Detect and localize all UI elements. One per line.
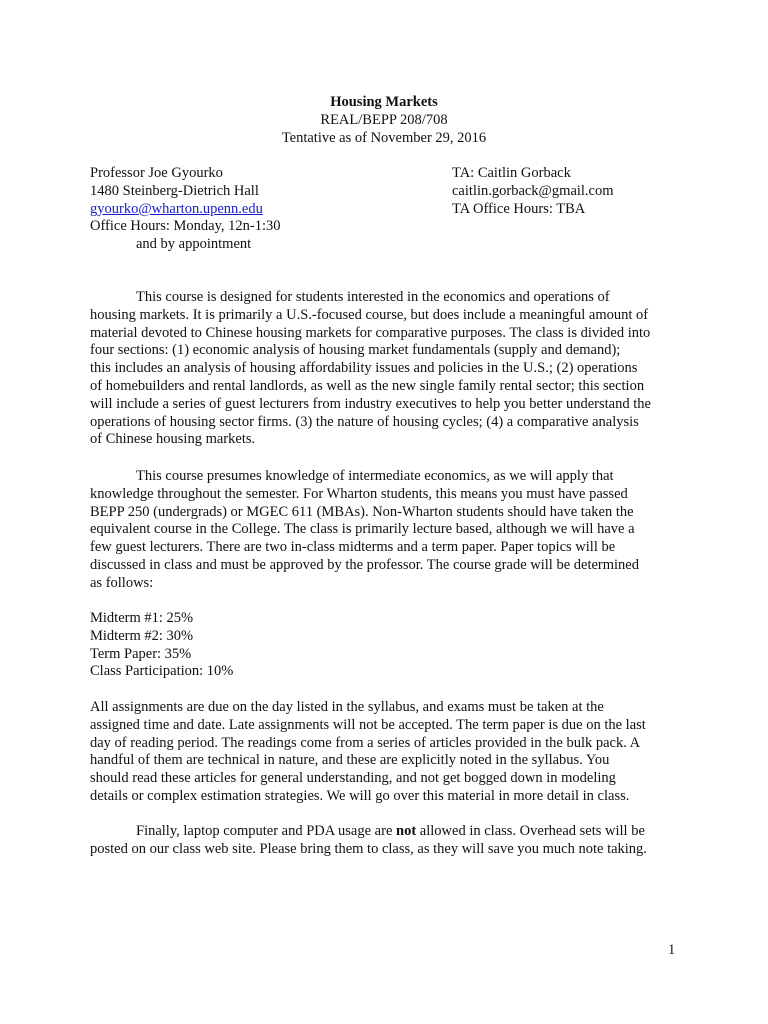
professor-email-link[interactable]: gyourko@wharton.upenn.edu (90, 200, 263, 217)
paragraph-line: BEPP 250 (undergrads) or MGEC 611 (MBAs). Non-Wharton students should have taken the (90, 503, 634, 520)
paragraph-line: assigned time and date. Late assignments will not be accepted. The term paper is due on the last (90, 716, 646, 733)
grade-item-midterm-2: Midterm #2: 30% (90, 627, 194, 644)
paragraph-line: This course is designed for students interested in the economics and operations of (136, 289, 610, 305)
ta-contact (452, 165, 614, 218)
professor-office: 1480 Steinberg-Dietrich Hall (90, 182, 259, 199)
professor-contact (90, 165, 280, 254)
paragraph-line: material devoted to Chinese housing markets for comparative purposes. The class is divided into (90, 324, 651, 341)
paragraph-line: should read these articles for general understanding, and not get bogged down in modeling (90, 770, 616, 787)
paragraph-line: housing markets. It is primarily a U.S.-focused course, but does include a meaningful amount of (90, 306, 649, 323)
page-number: 1 (668, 942, 676, 958)
paragraph-line: equivalent course in the College. The class is primarily lecture based, although we will have a (90, 521, 635, 538)
paragraph-line: handful of them are technical in nature, and these are explicitly noted in the syllabus. You (90, 752, 610, 769)
policy-emphasis-not: not (396, 823, 417, 839)
date-line: Tentative as of November 29, 2016 (281, 129, 487, 146)
paragraph-line: knowledge throughout the semester. For Wharton students, this means you must have passed (90, 485, 628, 502)
course-description-paragraph (90, 289, 680, 449)
paragraph-line: day of reading period. The readings come from a series of articles provided in the bulk pack. A (90, 734, 641, 751)
paragraph-line: discussed in class and must be approved by the professor. The course grade will be determined (90, 556, 639, 573)
paragraph-line: will include a series of guest lecturers from industry executives to help you better understand the (90, 395, 651, 412)
device-policy-paragraph (90, 823, 680, 859)
paragraph-line: four sections: (1) economic analysis of housing market fundamentals (supply and demand); (90, 342, 621, 359)
paragraph-line: few guest lecturers. There are two in-class midterms and a term paper. Paper topics will be (90, 539, 616, 556)
professor-name: Professor Joe Gyourko (90, 165, 223, 181)
professor-office-hours: Office Hours: Monday, 12n-1:30 (90, 218, 281, 235)
paragraph-line: of homebuilders and rental landlords, as well as the new single family rental sector; this section (90, 377, 645, 394)
ta-office-hours: TA Office Hours: TBA (452, 200, 586, 217)
document-header (0, 94, 768, 147)
policy-text-before: Finally, laptop computer and PDA usage are (136, 823, 397, 839)
policy-text-after: allowed in class. Overhead sets will be (416, 823, 645, 839)
grade-item-participation: Class Participation: 10% (90, 663, 234, 680)
grade-item-term-paper: Term Paper: 35% (90, 645, 192, 662)
course-code: REAL/BEPP 208/708 (320, 111, 448, 128)
course-title: Housing Markets (330, 94, 438, 110)
assignments-paragraph (90, 699, 680, 806)
grade-breakdown-list (90, 610, 680, 681)
paragraph-line: of Chinese housing markets. (90, 431, 256, 448)
paragraph-line: All assignments are due on the day listed in the syllabus, and exams must be taken at the (90, 699, 604, 715)
paragraph-line: this includes an analysis of housing affordability issues and policies in the U.S.; (2) operations (90, 360, 638, 377)
paragraph-line: posted on our class web site. Please bring them to class, as they will save you much note taking. (90, 840, 647, 857)
grade-item-midterm-1: Midterm #1: 25% (90, 610, 194, 626)
paragraph-line: details or complex estimation strategies. We will go over this material in more detail in class. (90, 787, 630, 804)
paragraph-line: operations of housing sector firms. (3) the nature of housing cycles; (4) a comparative analysis (90, 413, 639, 430)
paragraph-line: This course presumes knowledge of intermediate economics, as we will apply that (136, 468, 614, 484)
professor-office-hours-extra: and by appointment (136, 236, 252, 253)
ta-name: TA: Caitlin Gorback (452, 165, 571, 181)
prerequisites-paragraph (90, 468, 680, 593)
paragraph-line (90, 823, 680, 841)
paragraph-line: as follows: (90, 574, 154, 591)
ta-email: caitlin.gorback@gmail.com (452, 182, 614, 199)
